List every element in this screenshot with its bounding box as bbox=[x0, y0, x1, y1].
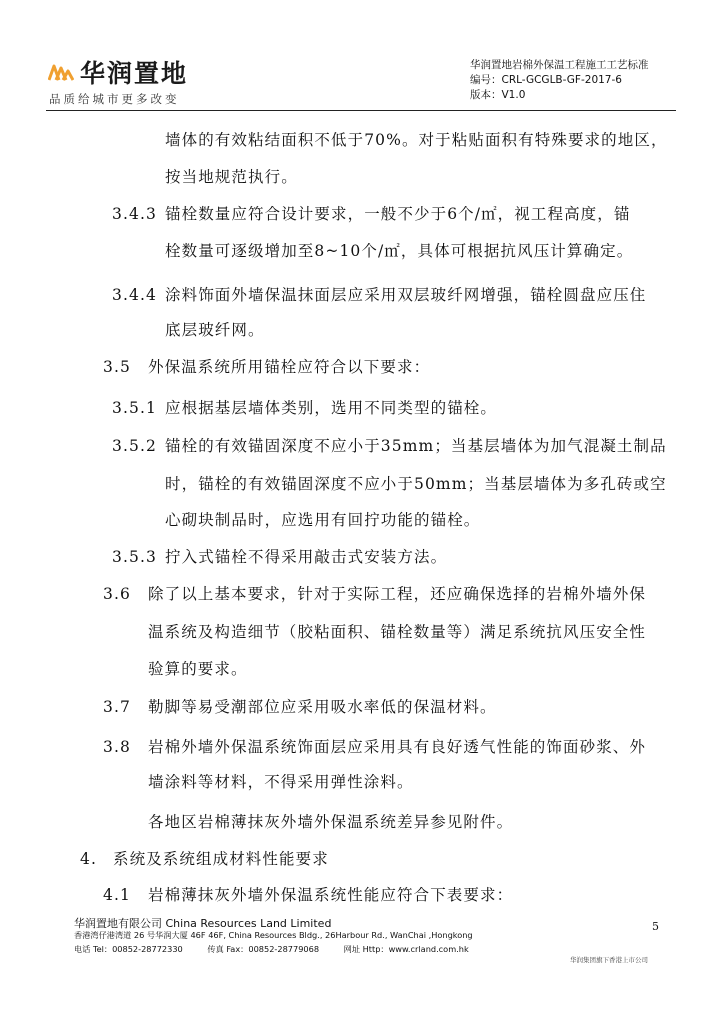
footer-address: 香港湾仔港湾道 26 号华润大厦 46F 46F, China Resources Bldg., 26Harbour Rd., WanChai ,Hongkong bbox=[74, 930, 473, 940]
clause-number: 3.4.3 bbox=[112, 205, 157, 223]
logo-text: 华润置地 bbox=[80, 59, 189, 88]
body-line: 底层玻纤网。 bbox=[165, 321, 265, 339]
body-line: 3.5 外保温系统所用锚栓应符合以下要求： bbox=[103, 358, 431, 376]
footer-phone: 电话 Tel：00852-28772330 bbox=[74, 944, 183, 954]
body-line: 时，锚栓的有效锚固深度不应小于50mm；当基层墙体为多孔砖或空 bbox=[165, 475, 667, 493]
body-line: 3.4.3 锚栓数量应符合设计要求，一般不少于6个/㎡，视工程高度，锚 bbox=[112, 205, 631, 223]
body-line: 各地区岩棉薄抹灰外墙外保温系统差异参见附件。 bbox=[148, 813, 514, 831]
page-number: 5 bbox=[652, 920, 659, 933]
clause-number: 3.4.4 bbox=[112, 286, 157, 304]
body-line: 3.7 勒脚等易受潮部位应采用吸水率低的保温材料。 bbox=[103, 698, 497, 716]
clause-number: 3.7 bbox=[103, 698, 131, 716]
clause-number: 3.6 bbox=[103, 585, 131, 603]
body-line: 墙体的有效粘结面积不低于70%。对于粘贴面积有特殊要求的地区， bbox=[165, 131, 668, 149]
body-line: 3.5.3 拧入式锚栓不得采用敲击式安装方法。 bbox=[112, 548, 448, 566]
footer-note: 华润集团旗下香港上市公司 bbox=[570, 956, 648, 964]
body-line: 3.6 除了以上基本要求，针对于实际工程，还应确保选择的岩棉外墙外保 bbox=[103, 585, 647, 603]
body-line: 温系统及构造细节（胶粘面积、锚栓数量等）满足系统抗风压安全性 bbox=[148, 623, 647, 641]
doc-number: 编号：CRL-GCGLB-GF-2017-6 bbox=[470, 74, 622, 86]
footer-fax: 传真 Fax：00852-28779068 bbox=[207, 944, 320, 954]
clause-number: 4. bbox=[80, 850, 97, 868]
body-line: 按当地规范执行。 bbox=[165, 168, 298, 186]
page-header bbox=[0, 0, 724, 110]
slogan: 品质给城市更多改变 bbox=[49, 92, 180, 106]
clause-number: 3.5 bbox=[103, 358, 131, 376]
footer-contact bbox=[74, 944, 491, 955]
doc-version: 版本：V1.0 bbox=[470, 89, 526, 101]
body-line: 验算的要求。 bbox=[148, 660, 248, 678]
clause-number: 4.1 bbox=[103, 886, 131, 904]
body-line: 栓数量可逐级增加至8~10个/㎡，具体可根据抗风压计算确定。 bbox=[165, 242, 634, 260]
body-line: 3.4.4 涂料饰面外墙保温抹面层应采用双层玻纤网增强，锚栓圆盘应压住 bbox=[112, 286, 647, 304]
clause-number: 3.5.3 bbox=[112, 548, 157, 566]
body-line: 3.8 岩棉外墙外保温系统饰面层应采用具有良好透气性能的饰面砂浆、外 bbox=[103, 738, 647, 756]
clause-number: 3.5.1 bbox=[112, 399, 157, 417]
body-line: 心砌块制品时，应选用有回拧功能的锚栓。 bbox=[165, 511, 481, 529]
clause-number: 3.8 bbox=[103, 738, 131, 756]
crland-logo-icon bbox=[48, 58, 74, 84]
doc-title: 华润置地岩棉外保温工程施工工艺标准 bbox=[470, 59, 649, 71]
header-divider bbox=[46, 110, 676, 111]
body-line: 4.1 岩棉薄抹灰外墙外保温系统性能应符合下表要求： bbox=[103, 886, 514, 904]
footer-company: 华润置地有限公司 China Resources Land Limited bbox=[74, 917, 332, 930]
document-meta bbox=[470, 58, 649, 103]
clause-number: 3.5.2 bbox=[112, 437, 157, 455]
body-line: 3.5.2 锚栓的有效锚固深度不应小于35mm；当基层墙体为加气混凝土制品 bbox=[112, 437, 667, 455]
section-heading: 4. 系统及系统组成材料性能要求 bbox=[80, 850, 329, 868]
footer-website: 网址 Http：www.crland.com.hk bbox=[343, 944, 469, 954]
body-line: 3.5.1 应根据基层墙体类别，选用不同类型的锚栓。 bbox=[112, 399, 498, 417]
body-line: 墙涂料等材料，不得采用弹性涂料。 bbox=[148, 773, 414, 791]
